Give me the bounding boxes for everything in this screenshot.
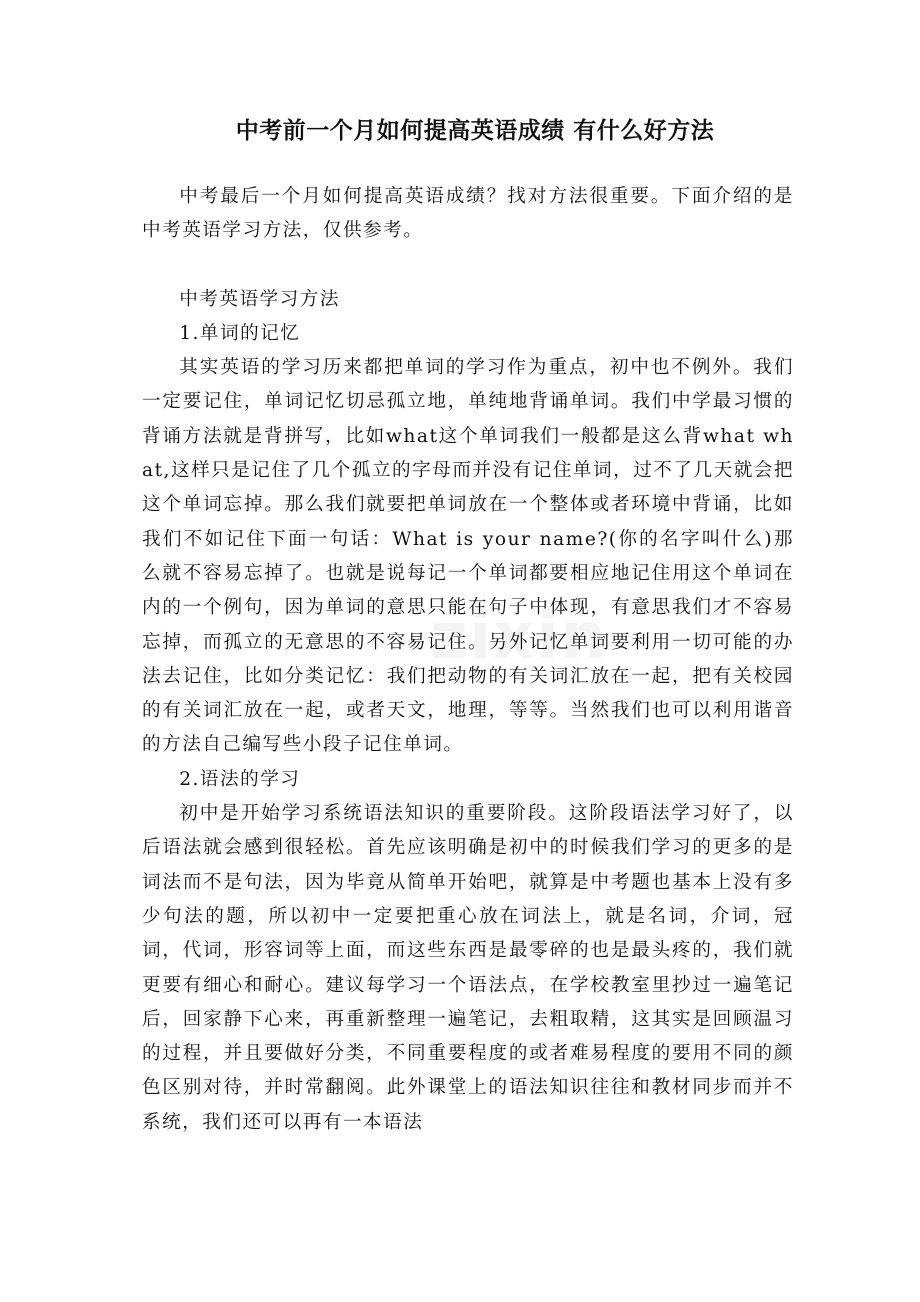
grammar-paragraph: 初中是开始学习系统语法知识的重要阶段。这阶段语法学习好了，以后语法就会感到很轻松。首先应该明确是初中的时候我们学习的更多的是词法而不是句法，因为毕竟从简单开始吧，就算是中考题也基本上没有多少句法的题，所以初中一定要把重心放在词法上，就是名词，介词，冠词，代词，形容词等上面，而这些东西是最零碎的也是最头疼的，我们就更要有细心和耐心。建议每学习一个语法点，在学校教室里抄过一遍笔记后，回家静下心来，再重新整理一遍笔记，去粗取精，这其实是回顾温习的过程，并且要做好分类，不同重要程度的或者难易程度的要用不同的颜色区别对待，并时常翻阅。此外课堂上的语法知识往往和教材同步而并不系统，我们还可以再有一本语法 — [142, 803, 794, 1133]
subsection-heading-grammar: 2.语法的学习 — [179, 768, 301, 790]
intro-paragraph: 中考最后一个月如何提高英语成绩？找对方法很重要。下面介绍的是中考英语学习方法，仅供参考。 — [142, 186, 794, 242]
document-title: 中考前一个月如何提高英语成绩 有什么好方法 — [235, 118, 715, 144]
subsection-heading-vocabulary: 1.单词的记忆 — [179, 322, 301, 344]
section-heading: 中考英语学习方法 — [179, 288, 340, 310]
document-body — [142, 180, 794, 1140]
vocabulary-paragraph: 其实英语的学习历来都把单词的学习作为重点，初中也不例外。我们一定要记住，单词记忆切忌孤立地，单纯地背诵单词。我们中学最习惯的背诵方法就是背拼写，比如what这个单词我们一般都是这么背what what,这样只是记住了几个孤立的字母而并没有记住单词，过不了几天就会把这个单词忘掉。那么我们就要把单词放在一个整体或者环境中背诵，比如我们不如记住下面一句话：What is your name?(你的名字叫什么)那么就不容易忘掉了。也就是说每记一个单词都要相应地记住用这个单词在内的一个例句，因为单词的意思只能在句子中体现，有意思我们才不容易忘掉，而孤立的无意思的不容易记住。另外记忆单词要利用一切可能的办法去记住，比如分类记忆：我们把动物的有关词汇放在一起，把有关校园的有关词汇放在一起，或者天文，地理，等等。当然我们也可以利用谐音的方法自己编写些小段子记住单词。 — [142, 357, 794, 756]
